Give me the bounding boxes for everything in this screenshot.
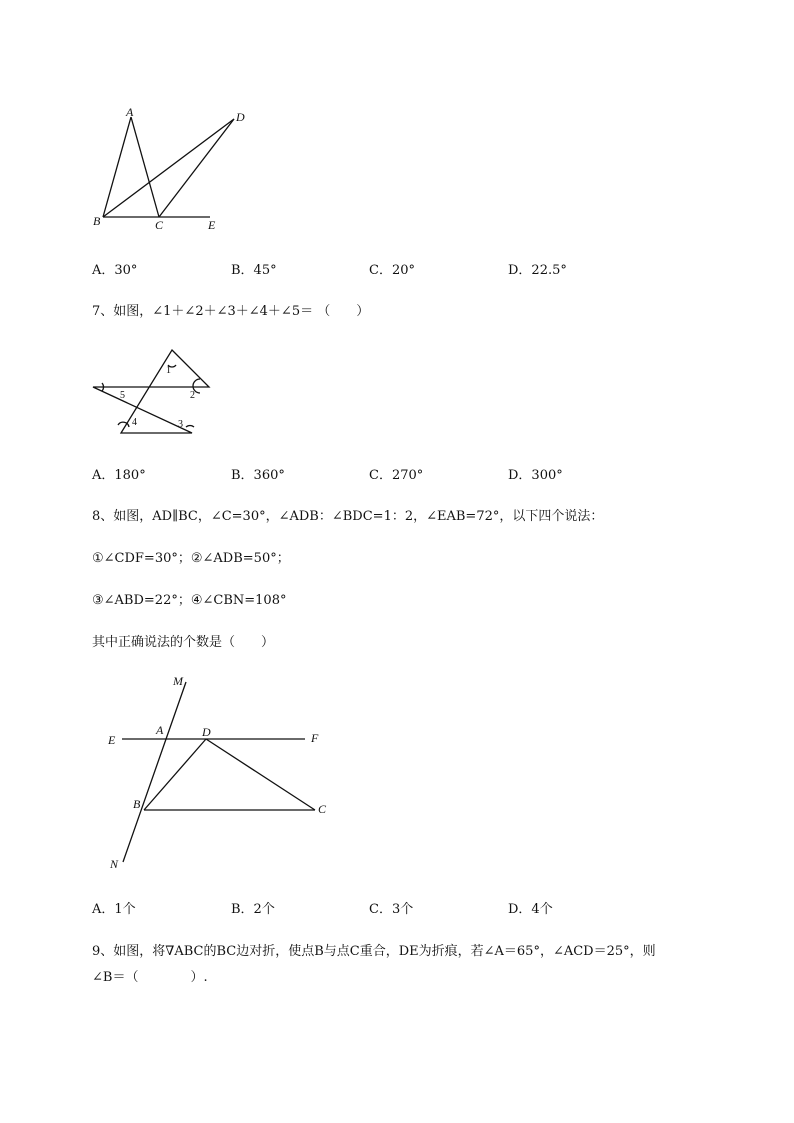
q6-option-d: D．22.5° xyxy=(508,263,567,278)
q8-label-f: F xyxy=(311,731,319,745)
q8-option-d: D．4个 xyxy=(508,902,553,917)
q7-option-d: D．300° xyxy=(508,468,563,483)
q7-question: 7、如图，∠1＋∠2＋∠3＋∠4＋∠5＝ （ ） xyxy=(92,304,370,319)
q8-label-d: D xyxy=(202,725,211,739)
q8-figure xyxy=(100,670,340,880)
q7-angle-4: 4 xyxy=(132,417,137,428)
q6-label-d: D xyxy=(236,110,245,124)
q8-prompt: 其中正确说法的个数是（ ） xyxy=(92,635,275,650)
q7-option-b: B．360° xyxy=(231,468,285,483)
q8-label-e: E xyxy=(108,733,116,747)
q7-star-figure xyxy=(88,345,223,440)
q7-angle-1: 1 xyxy=(166,365,171,376)
q6-label-a: A xyxy=(126,105,134,119)
q6-option-c: C．20° xyxy=(369,263,415,278)
q9-question-line2: ∠B＝（ ）. xyxy=(92,970,208,985)
q7-option-c: C．270° xyxy=(369,468,424,483)
q8-statements-2: ③∠ABD=22°；④∠CBN=108° xyxy=(92,593,287,608)
q8-label-m: M xyxy=(173,674,183,688)
q8-option-a: A．1个 xyxy=(92,902,136,917)
q6-figure xyxy=(88,100,258,240)
q8-question: 8、如图，AD∥BC，∠C=30°，∠ADB：∠BDC=1：2，∠EAB=72°，以下四个说法： xyxy=(92,509,604,524)
q8-label-c: C xyxy=(318,802,327,816)
q8-label-a: A xyxy=(156,723,164,737)
q6-label-e: E xyxy=(208,218,216,232)
q6-option-a: A．30° xyxy=(92,263,138,278)
q7-angle-3: 3 xyxy=(178,419,183,430)
q8-label-b: B xyxy=(133,797,141,811)
q8-option-c: C．3个 xyxy=(369,902,414,917)
q8-label-n: N xyxy=(110,857,119,871)
q8-statements-1: ①∠CDF=30°；②∠ADB=50°； xyxy=(92,551,290,566)
q6-option-b: B．45° xyxy=(231,263,277,278)
q7-angle-2: 2 xyxy=(190,390,195,401)
q6-label-c: C xyxy=(155,218,164,232)
q6-label-b: B xyxy=(93,214,101,228)
q7-option-a: A．180° xyxy=(92,468,146,483)
q7-angle-5: 5 xyxy=(120,390,125,401)
q8-option-b: B．2个 xyxy=(231,902,275,917)
q9-question-line1: 9、如图，将∇ABC的BC边对折，使点B与点C重合，DE为折痕，若∠A＝65°，∠ACD＝25°，则 xyxy=(92,944,656,959)
